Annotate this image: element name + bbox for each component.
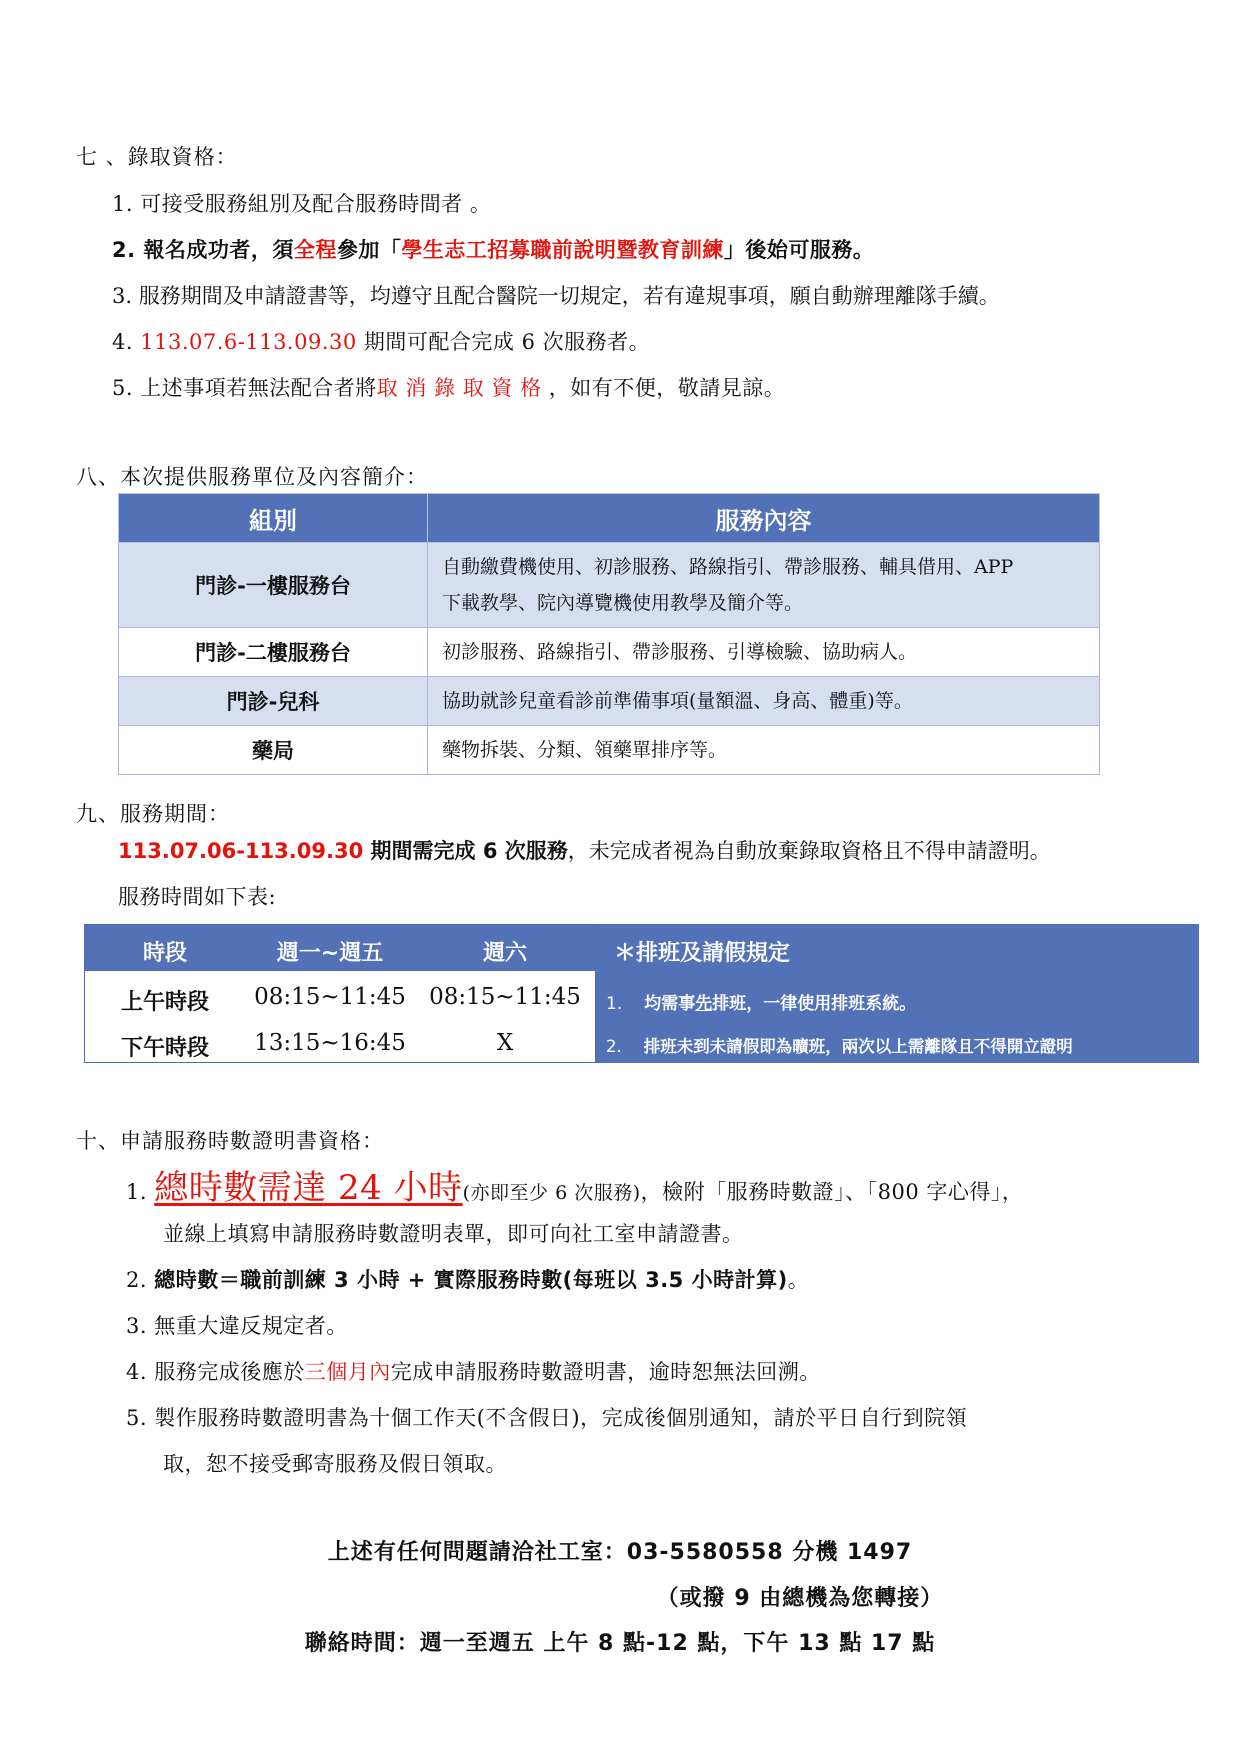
schedule-cell-weekday: 08:15~11:45 xyxy=(254,984,406,1010)
rule-number: 1. xyxy=(606,994,623,1014)
section10-item-3 xyxy=(126,1310,348,1340)
contact-hours: 聯絡時間：週一至週五 上午 8 點-12 點，下午 13 點 17 點 xyxy=(304,1631,936,1656)
rule-number: 2. xyxy=(606,1037,622,1056)
section7-heading: 七 、錄取資格： xyxy=(76,145,238,169)
section10-item-5 xyxy=(126,1402,967,1432)
contact-line: 上述有任何問題請洽社工室：03-5580558 分機 1497 xyxy=(327,1540,913,1565)
item-text: ，檢附「服務時數證」、「800 字心得」， xyxy=(640,1180,1024,1204)
section10-item-1-line2: 並線上填寫申請服務時數證明表單，即可向社工室申請證書。 xyxy=(163,1222,744,1246)
section7-item-1 xyxy=(112,188,491,218)
rule-text: 排班，一律使用排班系統。 xyxy=(712,994,917,1014)
service-period-dates: 113.07.06-113.09.30 xyxy=(118,839,364,863)
table-row xyxy=(119,677,1100,726)
schedule-row-label: 上午時段 xyxy=(120,990,209,1015)
section8-heading: 八、本次提供服務單位及內容簡介： xyxy=(76,465,428,489)
table-header-group: 組別 xyxy=(119,494,428,543)
table-cell-content xyxy=(428,543,1100,628)
item-text: ，如有不便，敬請見諒。 xyxy=(541,376,786,400)
item-text: 報名成功者，須 xyxy=(143,238,294,262)
item-text: 」後始可服務。 xyxy=(723,238,875,262)
item-number: 1. xyxy=(126,1180,148,1204)
section7-item-2 xyxy=(112,234,874,264)
service-time-caption: 服務時間如下表: xyxy=(118,885,277,909)
item-text: 參加「 xyxy=(336,238,402,262)
item-number: 5. xyxy=(126,1406,148,1430)
schedule-row-label: 下午時段 xyxy=(120,1036,209,1061)
service-period-note: ，未完成者視為自動放棄錄取資格且不得申請證明。 xyxy=(567,839,1051,863)
table-cell-group: 門診-一樓服務台 xyxy=(119,543,428,628)
item-text: 完成申請服務時數證明書，逾時恕無法回溯。 xyxy=(390,1360,821,1384)
item-number: 5. xyxy=(112,376,134,400)
service-schedule-table xyxy=(84,924,1199,1063)
rules-title: ＊排班及請假規定 xyxy=(614,941,791,966)
content-line: 自動繳費機使用、初診服務、路線指引、帶診服務、輔具借用、APP xyxy=(442,556,1014,578)
service-period-requirement: 期間需完成 6 次服務 xyxy=(363,839,568,863)
table-row xyxy=(119,543,1100,628)
item-highlight: 113.07.6-113.09.30 xyxy=(140,330,357,354)
item-text: 。 xyxy=(787,1268,810,1292)
item-highlight: 全程 xyxy=(293,238,337,262)
section10-item-1 xyxy=(126,1160,1023,1209)
table-cell-group: 藥局 xyxy=(119,726,428,775)
table-cell-content: 協助就診兒童看診前準備事項(量額溫、身高、體重)等。 xyxy=(428,677,1100,726)
item-number: 2. xyxy=(126,1268,148,1292)
schedule-rules-panel xyxy=(596,924,1199,1063)
item-text: 可接受服務組別及配合服務時間者 。 xyxy=(140,192,492,216)
section9-heading: 九、服務期間： xyxy=(76,802,230,826)
item-number: 3. xyxy=(112,284,133,308)
section7-item-4 xyxy=(112,326,650,356)
schedule-header-period: 時段 xyxy=(142,941,187,966)
item-text: 服務完成後應於 xyxy=(154,1360,305,1384)
item-text: 製作服務時數證明書為十個工作天(不含假日)，完成後個別通知，請於平日自行到院領 xyxy=(154,1406,968,1430)
rule-text: 均需事 xyxy=(644,994,696,1014)
content-line: 下載教學、院內導覽機使用教學及簡介等。 xyxy=(442,592,804,614)
table-row xyxy=(119,726,1100,775)
item-text: 無重大違反規定者。 xyxy=(154,1314,348,1338)
item-highlight: 總時數需達 24 小時 xyxy=(154,1168,463,1208)
section7-item-5 xyxy=(112,372,785,402)
schedule-grid xyxy=(84,924,596,1063)
item-text: 服務期間及申請證書等，均遵守且配合醫院一切規定，若有違規事項，願自動辦理離隊手續。 xyxy=(138,284,1000,308)
rule-text: 排班未到未請假即為曠班，兩次以上需離隊且不得開立證明 xyxy=(643,1037,1073,1056)
item-highlight: 取 消 錄 取 資 格 xyxy=(376,376,542,400)
item-number: 4. xyxy=(126,1360,148,1384)
schedule-cell-weekday: 13:15~16:45 xyxy=(254,1030,406,1056)
item-text: 總時數＝職前訓練 3 小時 + 實際服務時數(每班以 3.5 小時計算) xyxy=(154,1268,788,1292)
table-header-content: 服務內容 xyxy=(428,494,1100,543)
item-text: 期間可配合完成 6 次服務者。 xyxy=(356,330,651,354)
rule-text-underlined: 先 xyxy=(695,994,713,1014)
table-cell-content: 藥物拆裝、分類、領藥單排序等。 xyxy=(428,726,1100,775)
schedule-cell-saturday: X xyxy=(496,1030,514,1056)
rule-item xyxy=(606,989,916,1014)
schedule-cell-saturday: 08:15~11:45 xyxy=(429,984,581,1010)
table-cell-group: 門診-二樓服務台 xyxy=(119,628,428,677)
section10-item-5-line2: 取，恕不接受郵寄服務及假日領取。 xyxy=(163,1452,507,1476)
service-period-line xyxy=(118,835,1051,865)
item-text: 上述事項若無法配合者將 xyxy=(140,376,377,400)
transfer-note: （或撥 9 由總機為您轉接） xyxy=(656,1586,944,1611)
schedule-header-saturday: 週六 xyxy=(482,941,527,966)
item-number: 3. xyxy=(126,1314,148,1338)
table-cell-content: 初診服務、路線指引、帶診服務、引導檢驗、協助病人。 xyxy=(428,628,1100,677)
item-highlight: 學生志工招募職前說明暨教育訓練 xyxy=(401,238,724,262)
table-header-row xyxy=(119,494,1100,543)
schedule-header-weekday: 週一~週五 xyxy=(276,941,384,966)
rule-item xyxy=(606,1033,1073,1057)
section7-item-3 xyxy=(112,280,1000,310)
item-number: 1. xyxy=(112,192,134,216)
section10-item-2 xyxy=(126,1264,809,1294)
item-number: 2. xyxy=(112,238,136,262)
item-highlight: 三個月內 xyxy=(304,1360,391,1384)
table-cell-group: 門診-兒科 xyxy=(119,677,428,726)
service-units-table xyxy=(118,493,1100,775)
item-number: 4. xyxy=(112,330,134,354)
table-row xyxy=(119,628,1100,677)
section10-item-4 xyxy=(126,1356,821,1386)
section10-heading: 十、申請服務時數證明書資格： xyxy=(76,1129,384,1153)
item-text: (亦即至少 6 次服務) xyxy=(462,1182,641,1204)
